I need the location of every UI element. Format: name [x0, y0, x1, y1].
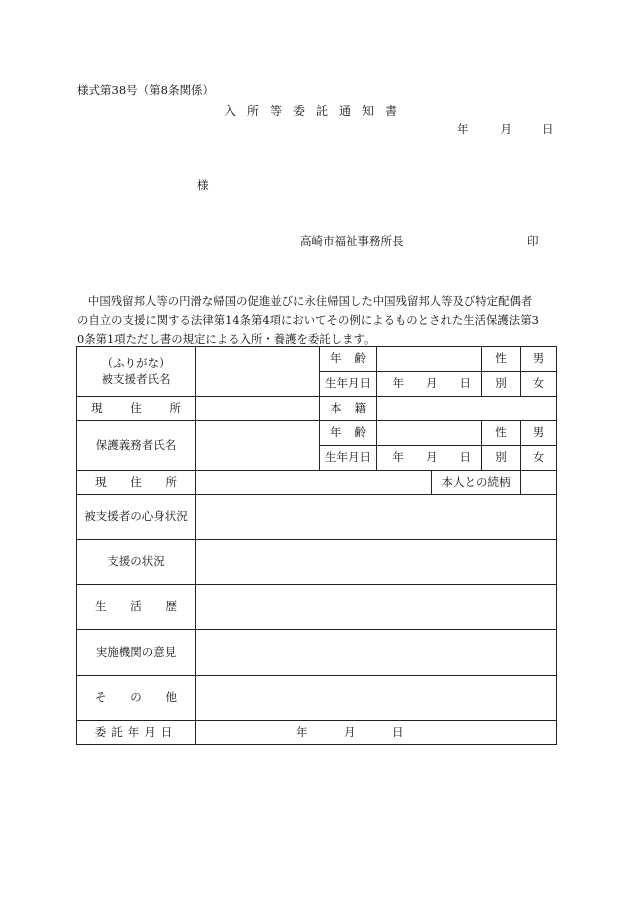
support-status-label: 支援の状況 — [77, 540, 196, 585]
domicile-field[interactable] — [377, 397, 557, 421]
form-number: 様式第38号（第8条関係） — [77, 83, 214, 97]
sex-male-option[interactable]: 男 — [521, 347, 557, 372]
guardian-address-label: 現 住 所 — [77, 471, 196, 495]
document-title: 入所等委託通知書 — [224, 104, 409, 118]
commission-form-table — [76, 346, 557, 745]
guardian-sex-male-option[interactable]: 男 — [521, 421, 557, 446]
relationship-label: 本人との続柄 — [432, 471, 521, 495]
notice-body — [77, 292, 562, 349]
age-label: 年 齢 — [320, 347, 377, 372]
guardian-birthdate-field[interactable]: 年 月 日 — [377, 446, 482, 471]
guardian-birthdate-label: 生年月日 — [320, 446, 377, 471]
addressee-suffix: 様 — [197, 178, 209, 192]
supported-name-label — [77, 347, 196, 397]
relationship-field[interactable] — [521, 471, 557, 495]
issue-date-year: 年 — [457, 122, 469, 136]
agency-opinion-field[interactable] — [196, 630, 557, 676]
guardian-address-field[interactable] — [196, 471, 432, 495]
notice-line-2: の自立の支援に関する法律第14条第4項においてその例によるものとされた生活保護法第3 — [77, 313, 539, 327]
age-field[interactable] — [377, 347, 482, 372]
birthdate-label: 生年月日 — [320, 372, 377, 397]
support-status-field[interactable] — [196, 540, 557, 585]
issuer-name: 高崎市福祉事務所長 — [300, 234, 404, 248]
seal-mark: 印 — [527, 234, 539, 248]
furigana-label: （ふりがな） — [101, 355, 171, 370]
sex-label-bottom: 別 — [482, 372, 521, 397]
life-history-field[interactable] — [196, 585, 557, 630]
address-field[interactable] — [196, 397, 320, 421]
life-history-label: 生 活 歴 — [77, 585, 196, 630]
issue-date — [457, 124, 554, 136]
guardian-sex-label-bottom: 別 — [482, 446, 521, 471]
supported-name-text: 被支援者氏名 — [101, 371, 171, 386]
agency-opinion-label: 実施機関の意見 — [77, 630, 196, 676]
commission-date-field[interactable] — [196, 721, 557, 745]
issue-date-day: 日 — [542, 122, 554, 136]
sex-female-option[interactable]: 女 — [521, 372, 557, 397]
domicile-label: 本 籍 — [320, 397, 377, 421]
mental-physical-label: 被支援者の心身状況 — [77, 495, 196, 540]
commission-date-month: 月 — [344, 724, 356, 739]
notice-line-1: 中国残留邦人等の円滑な帰国の促進並びに永住帰国した中国残留邦人等及び特定配偶者 — [88, 294, 533, 308]
guardian-sex-label-top: 性 — [482, 421, 521, 446]
commission-date-year: 年 — [296, 724, 308, 739]
guardian-age-label: 年 齢 — [320, 421, 377, 446]
supported-name-field[interactable] — [196, 347, 320, 397]
commission-date-day: 日 — [392, 724, 404, 739]
other-label: そ の 他 — [77, 676, 196, 721]
other-field[interactable] — [196, 676, 557, 721]
mental-physical-field[interactable] — [196, 495, 557, 540]
sex-label-top: 性 — [482, 347, 521, 372]
address-label: 現 住 所 — [77, 397, 196, 421]
guardian-name-label: 保護義務者氏名 — [77, 421, 196, 471]
guardian-name-field[interactable] — [196, 421, 320, 471]
issue-date-month: 月 — [500, 122, 512, 136]
commission-date-label: 委託年月日 — [77, 721, 196, 745]
notice-line-3: 0条第1項ただし書の規定による入所・養護を委託します。 — [77, 332, 376, 346]
birthdate-field[interactable]: 年 月 日 — [377, 372, 482, 397]
guardian-sex-female-option[interactable]: 女 — [521, 446, 557, 471]
guardian-age-field[interactable] — [377, 421, 482, 446]
